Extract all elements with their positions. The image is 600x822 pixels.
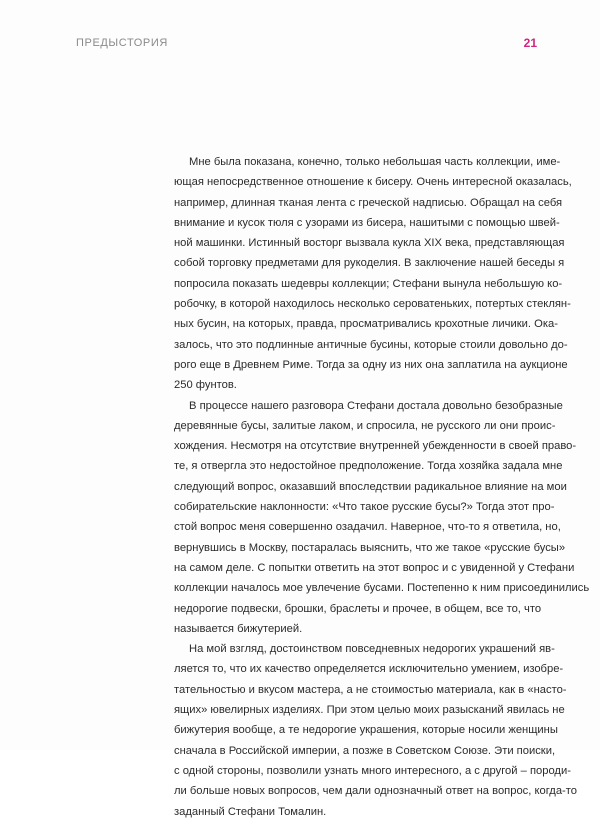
paragraph-2 xyxy=(174,396,590,640)
text-line: ющая непосредственное отношение к бисеру. Очень интересной оказалась, xyxy=(174,176,572,189)
text-line: хождения. Несмотря на отсутствие внутренней убежденности в своей право- xyxy=(174,440,577,453)
text-line: на самом деле. С попытки ответить на этот вопрос и с увиденной у Стефани xyxy=(174,561,575,574)
text-line: тательностью и вкусом мастера, а не стоимостью материала, как в «насто- xyxy=(174,683,567,696)
text-line: внимание и кусок тюля с узорами из бисера, нашитыми с помощью швей- xyxy=(174,216,560,229)
text-line: ных бусин, на которых, правда, просматривались крохотные личики. Ока- xyxy=(174,318,558,331)
text-line: заданный Стефани Томалин. xyxy=(174,805,327,818)
text-line: те, я отвергла это недостойное предположение. Тогда хозяйка задала мне xyxy=(174,460,563,473)
text-line: попросила показать шедевры коллекции; Стефани вынула небольшую ко- xyxy=(174,277,563,290)
text-line: На мой взгляд, достоинством повседневных недорогих украшений яв- xyxy=(189,643,555,656)
body-text xyxy=(174,152,590,822)
text-line: стой вопрос меня совершенно озадачил. Наверное, что-то я ответила, но, xyxy=(174,521,561,534)
text-line: собирательские наклонности: «Что такое русские бусы?» Тогда этот про- xyxy=(174,501,555,514)
text-line: ящих» ювелирных изделиях. При этом целью моих разысканий явилась не xyxy=(174,704,565,717)
text-line: робочку, в которой находилось несколько сероватеньких, потертых стеклян- xyxy=(174,298,571,311)
paragraph-3 xyxy=(174,639,577,822)
text-line: залось, что это подлинные античные бусины, которые стоили довольно до- xyxy=(174,338,568,351)
text-line: ли больше новых вопросов, чем дали однозначный ответ на вопрос, когда-то xyxy=(174,785,577,798)
text-line: например, длинная тканая лента с греческой надписью. Обращал на себя xyxy=(174,196,563,209)
text-line: с одной стороны, позволили узнать много интересного, а с другой – породи- xyxy=(174,764,571,777)
paragraph-1 xyxy=(174,152,572,396)
text-line: ляется то, что их качество определяется исключительно умением, изобре- xyxy=(174,663,564,676)
text-line: деревянные бусы, залитые лаком, и спросила, не русского ли они проис- xyxy=(174,419,556,432)
text-line: недорогие подвески, брошки, браслеты и прочее, в общем, все то, что xyxy=(174,602,542,615)
text-line: сначала в Российской империи, а позже в Советском Союзе. Эти поиски, xyxy=(174,744,556,757)
text-line: следующий вопрос, оказавший впоследствии радикальное влияние на мои xyxy=(174,480,567,493)
text-line: Мне была показана, конечно, только небольшая часть коллекции, име- xyxy=(189,156,561,168)
text-line: вернувшись в Москву, постаралась выяснить, что же такое «русские бусы» xyxy=(174,541,566,554)
running-title: ПРЕДЫСТОРИЯ xyxy=(76,37,168,49)
text-line: ной машинки. Истинный восторг вызвала кукла XIX века, представляющая xyxy=(174,237,565,250)
text-line: коллекции началось мое увлечение бусами. Постепенно к ним присоединились xyxy=(174,582,590,595)
text-line: 250 фунтов. xyxy=(174,379,237,392)
text-line: называется бижутерией. xyxy=(174,622,303,635)
text-line: бижутерия вообще, а те недорогие украшения, которые носили женщины xyxy=(174,724,558,737)
text-line: рого еще в Древнем Риме. Тогда за одну из них она заплатила на аукционе xyxy=(174,358,568,371)
text-line: В процессе нашего разговора Стефани достала довольно безобразные xyxy=(189,399,563,412)
page-number: 21 xyxy=(523,36,537,50)
text-line: собой торговку предметами для рукоделия. В заключение нашей беседы я xyxy=(174,257,565,270)
